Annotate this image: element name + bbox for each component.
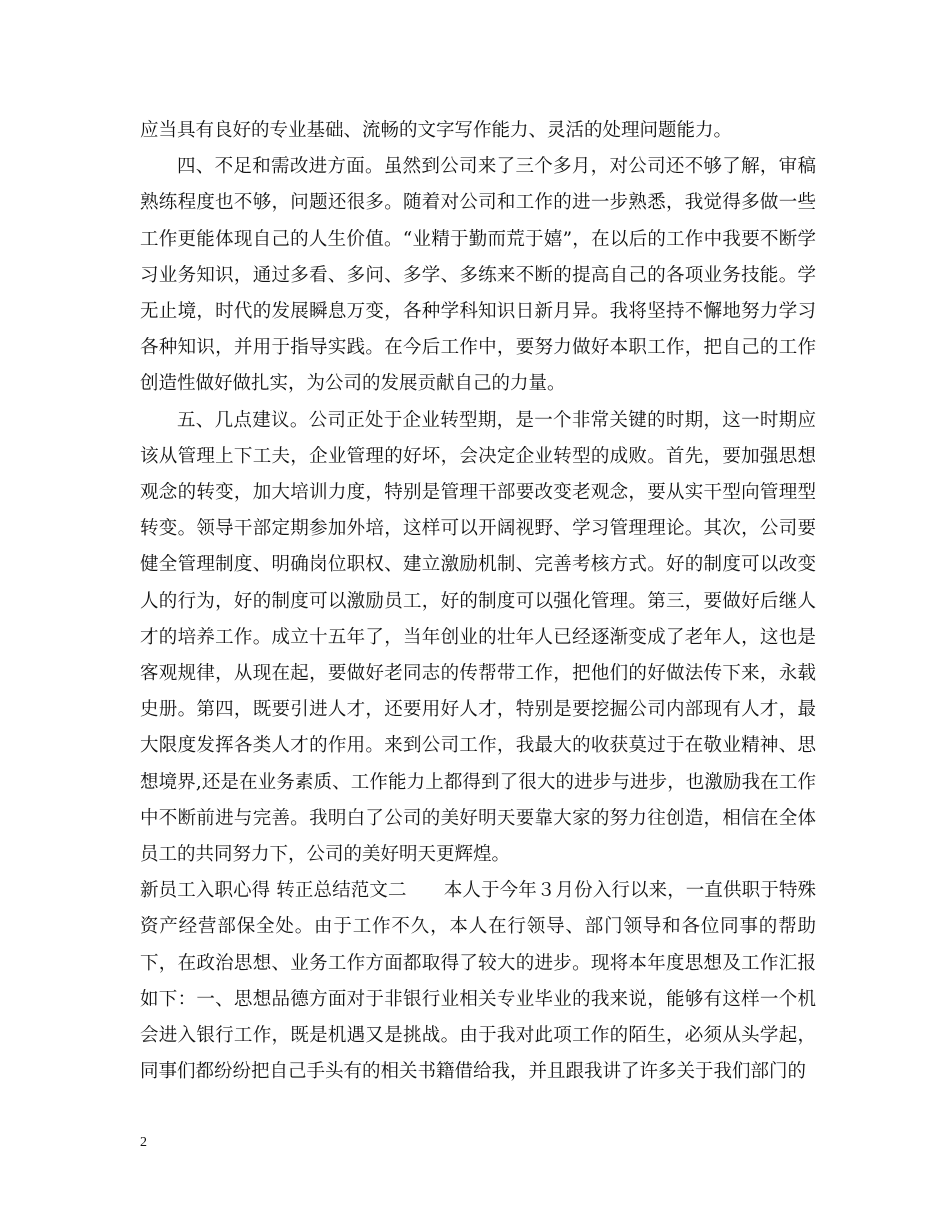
paragraph-section-four: 四、不足和需改进方面。虽然到公司来了三个多月，对公司还不够了解，审稿熟练程度也不够，问题还很多。随着对公司和工作的进一步熟悉，我觉得多做一些工作更能体现自己的人生价值。“业精于勤而荒于嬉”，在以后的工作中我要不断学习业务知识，通过多看、多问、多学、多练来不断的提高自己的各项业务技能。学无止境，时代的发展瞬息万变，各种学科知识日新月异。我将坚持不懈地努力学习各种知识，并用于指导实践。在今后工作中，要努力做好本职工作，把自己的工作创造性做好做扎实，为公司的发展贡献自己的力量。: [140, 156, 816, 395]
document-body: [140, 113, 816, 1090]
paragraph-continuation: 应当具有良好的专业基础、流畅的文字写作能力、灵活的处理问题能力。: [140, 120, 733, 141]
paragraph-sample-two: 新员工入职心得 转正总结范文二 本人于今年３月份入行以来，一直供职于特殊资产经营部保全处。由于工作不久，本人在行领导、部门领导和各位同事的帮助下，在政治思想、业务工作方面都取得了较大的进步。现将本年度思想及工作汇报如下：一、思想品德方面对于非银行业相关专业毕业的我来说，能够有这样一个机会进入银行工作，既是机遇又是挑战。由于我对此项工作的陌生，必须从头学起，同事们都纷纷把自己手头有的相关书籍借给我，并且跟我讲了许多关于我们部门的: [140, 880, 816, 1083]
paragraph-section-five: 五、几点建议。公司正处于企业转型期，是一个非常关键的时期，这一时期应该从管理上下工夫，企业管理的好坏，会决定企业转型的成败。首先，要加强思想观念的转变，加大培训力度，特别是管理干部要改变老观念，要从实干型向管理型转变。领导干部定期参加外培，这样可以开阔视野、学习管理理论。其次，公司要健全管理制度、明确岗位职权、建立激励机制、完善考核方式。好的制度可以改变人的行为，好的制度可以激励员工，好的制度可以强化管理。第三，要做好后继人才的培养工作。成立十五年了，当年创业的壮年人已经逐渐变成了老年人，这也是客观规律，从现在起，要做好老同志的传帮带工作，把他们的好做法传下来，永载史册。第四，既要引进人才，还要用好人才，特别是要挖掘公司内部现有人才，最大限度发挥各类人才的作用。来到公司工作，我最大的收获莫过于在敬业精神、思想境界,还是在业务素质、工作能力上都得到了很大的进步与进步，也激励我在工作中不断前进与完善。我明白了公司的美好明天要靠大家的努力往创造，相信在全体员工的共同努力下，公司的美好明天更辉煌。: [140, 409, 816, 866]
page-number: 2: [140, 1135, 147, 1150]
